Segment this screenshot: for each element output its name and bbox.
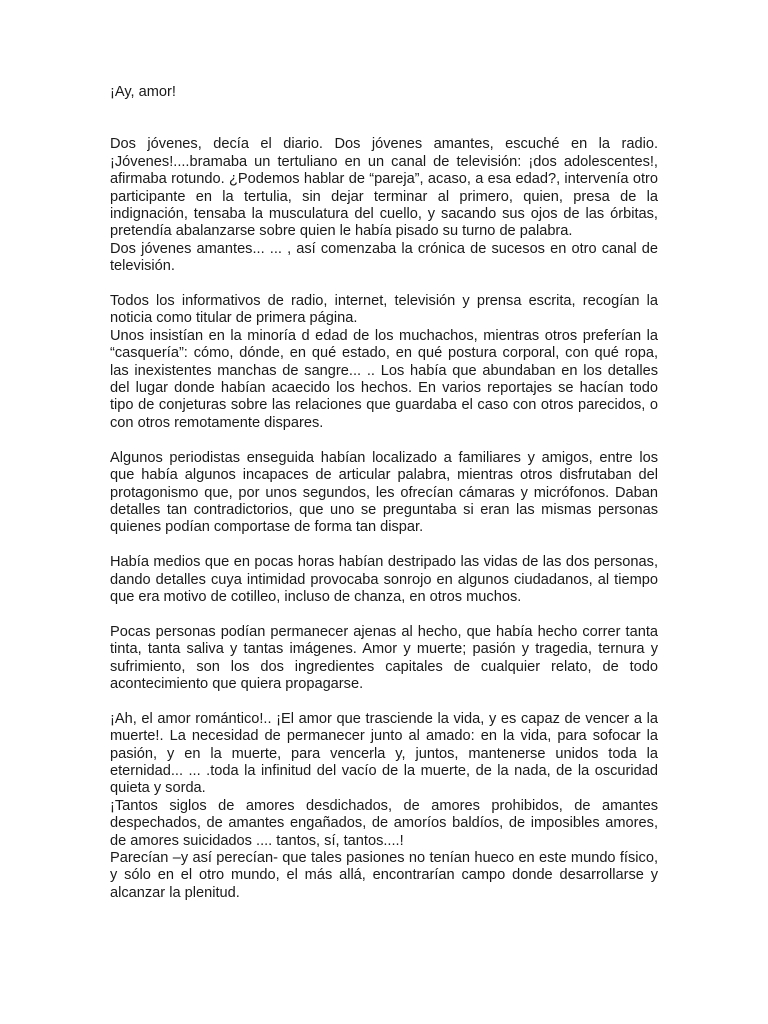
paragraph-8: ¡Ah, el amor romántico!.. ¡El amor que trasciende la vida, y es capaz de vencer a la muerte!. La necesidad de permanecer junto al amado: en la vida, para sofocar la pasión, y en la muerte, para vencerla y, juntos, mantenerse unidos toda la eternidad... ... .toda la infinitud del vacío de la muerte, de la nada, de la oscuridad quieta y sorda. bbox=[110, 710, 658, 797]
paragraph-1: Dos jóvenes, decía el diario. Dos jóvenes amantes, escuché en la radio. ¡Jóvenes!....bramaba un tertuliano en un canal de televisión: ¡dos adolescentes!, afirmaba rotundo. ¿Podemos hablar de “pareja”, acaso, a esa edad?, intervenía otro participante en la tertulia, sin dejar terminar al primero, quien, presa de la indignación, tensaba la musculatura del cuello, y sacando sus ojos de las órbitas, pretendía abalanzarse sobre quien le había pisado su turno de palabra. bbox=[110, 136, 658, 240]
paragraph-7: Pocas personas podían permanecer ajenas al hecho, que había hecho correr tanta tinta, tanta saliva y tantas imágenes. Amor y muerte; pasión y tragedia, ternura y sufrimiento, son los dos ingredientes capitales de cualquier relato, de todo acontecimiento que quiera propagarse. bbox=[110, 623, 658, 692]
paragraph-6: Había medios que en pocas horas habían destripado las vidas de las dos personas, dando detalles cuya intimidad provocaba sonrojo en algunos ciudadanos, al tiempo que era motivo de cotilleo, incluso de chanza, en otros muchos. bbox=[110, 554, 658, 605]
paragraph-5: Algunos periodistas enseguida habían localizado a familiares y amigos, entre los que había algunos incapaces de articular palabra, mientras otros disfrutaban del protagonismo que, por unos segundos, les ofrecían cámaras y micrófonos. Daban detalles tan contradictorios, que uno se preguntaba si eran las mismas personas quienes podían comportase de forma tan dispar. bbox=[110, 449, 658, 536]
paragraph-3: Todos los informativos de radio, internet, televisión y prensa escrita, recogían la noticia como titular de primera página. bbox=[110, 293, 658, 327]
paragraph-spacer bbox=[110, 693, 658, 710]
paragraph-4: Unos insistían en la minoría d edad de los muchachos, mientras otros preferían la “casquería”: cómo, dónde, en qué estado, en qué postura corporal, con qué ropa, las inexistentes manchas de sangre... .. Los había que abundaban en los detalles del lugar donde habían acaecido los hechos. En varios reportajes se hacían todo tipo de conjeturas sobre las relaciones que guardaba el caso con otros parecidos, o con otros remotamente dispares. bbox=[110, 327, 658, 431]
paragraph-spacer bbox=[110, 606, 658, 623]
paragraph-9: ¡Tantos siglos de amores desdichados, de amores prohibidos, de amantes despechados, de amantes engañados, de amoríos baldíos, de imposibles amores, de amores suicidados .... tantos, sí, tantos....! bbox=[110, 797, 658, 849]
paragraph-spacer bbox=[110, 276, 658, 293]
paragraph-spacer bbox=[110, 537, 658, 554]
document-page bbox=[110, 84, 658, 902]
paragraph-spacer bbox=[110, 432, 658, 449]
paragraph-10: Parecían –y así perecían- que tales pasiones no tenían hueco en este mundo físico, y sólo en el otro mundo, el más allá, encontrarían campo donde desarrollarse y alcanzar la plenitud. bbox=[110, 849, 658, 901]
paragraph-2: Dos jóvenes amantes... ... , así comenzaba la crónica de sucesos en otro canal de televisión. bbox=[110, 240, 658, 275]
document-title: ¡Ay, amor! bbox=[110, 84, 176, 100]
